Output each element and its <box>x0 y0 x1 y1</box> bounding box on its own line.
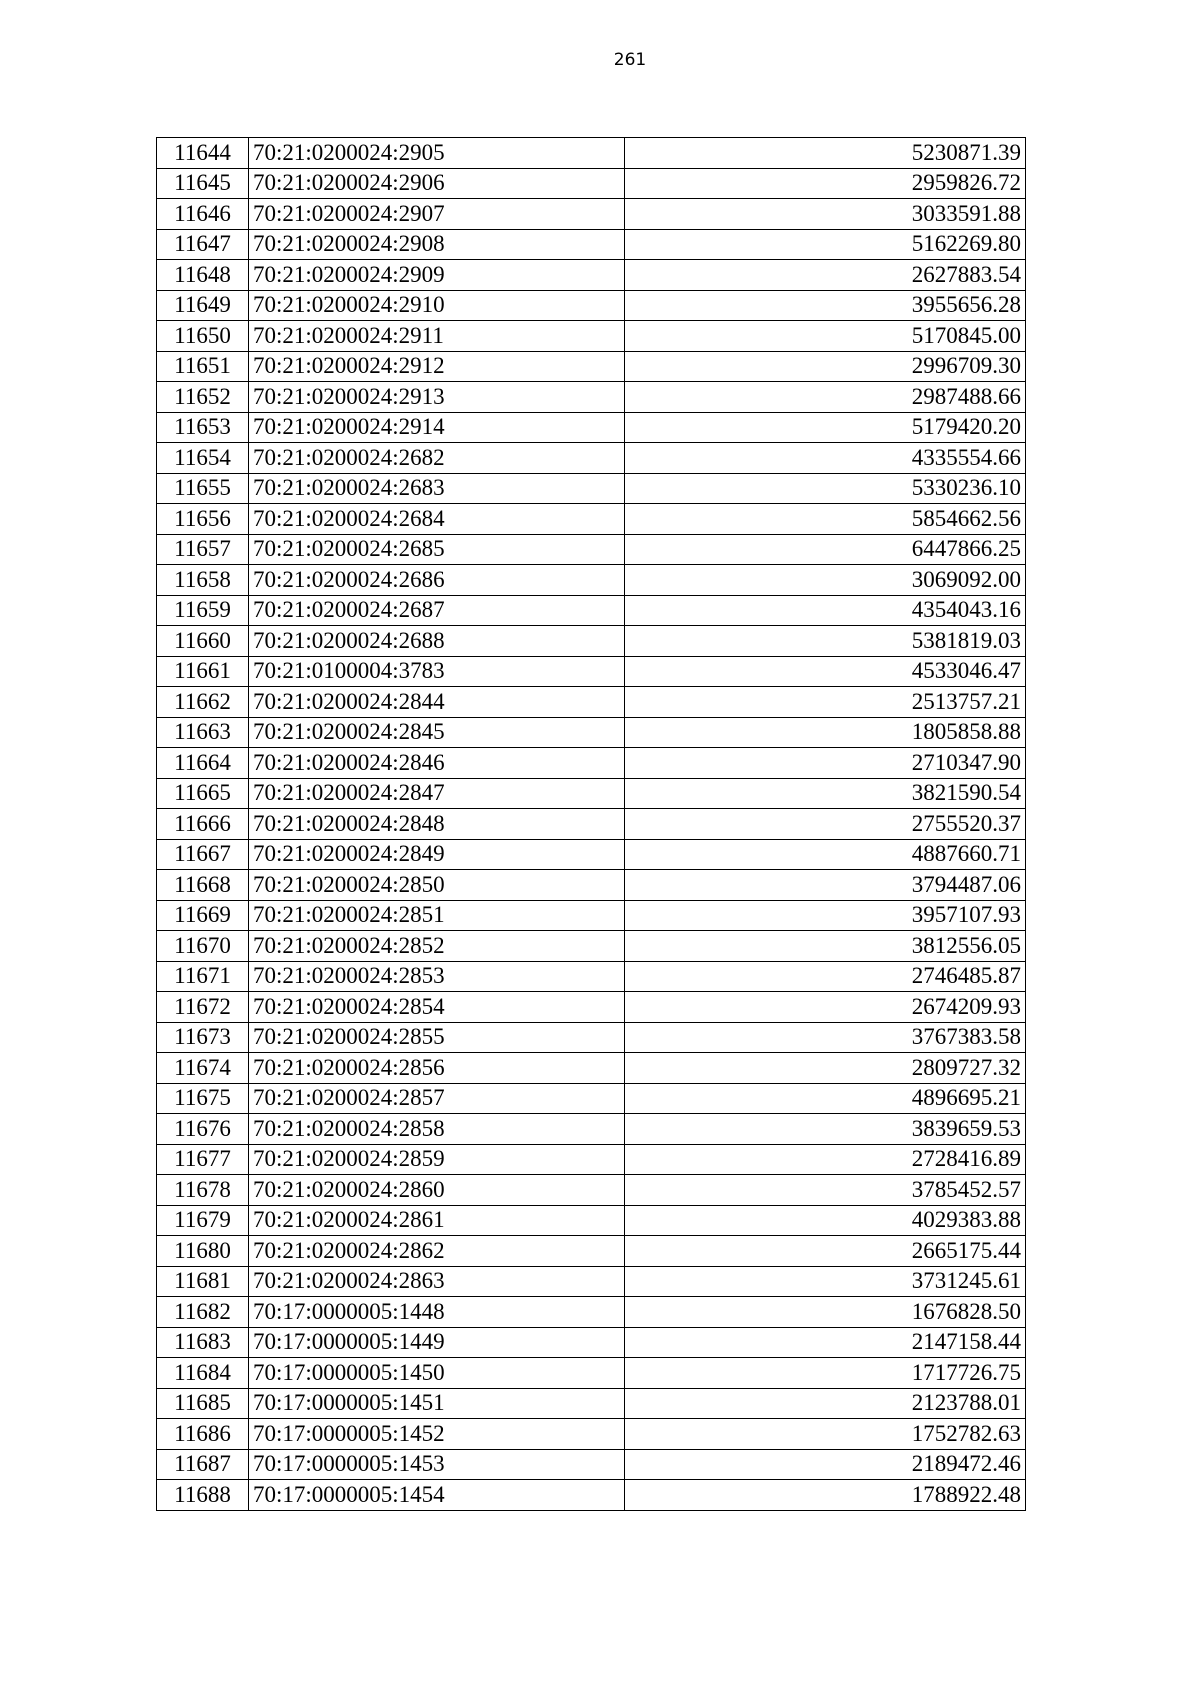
table-row <box>157 931 1026 962</box>
table-row <box>157 992 1026 1023</box>
table-row <box>157 260 1026 291</box>
table-row <box>157 534 1026 565</box>
cadastral-value-cell: 5170845.00 <box>625 321 1026 352</box>
cadastral-number-cell: 70:21:0200024:2685 <box>249 534 625 565</box>
cadastral-value-cell: 2513757.21 <box>625 687 1026 718</box>
table-row <box>157 1236 1026 1267</box>
cadastral-number-cell: 70:21:0200024:2683 <box>249 473 625 504</box>
row-number-cell: 11673 <box>157 1022 249 1053</box>
cadastral-number-cell: 70:21:0200024:2848 <box>249 809 625 840</box>
cadastral-number-cell: 70:21:0200024:2911 <box>249 321 625 352</box>
cadastral-value-cell: 6447866.25 <box>625 534 1026 565</box>
cadastral-number-cell: 70:21:0200024:2909 <box>249 260 625 291</box>
cadastral-number-cell: 70:17:0000005:1452 <box>249 1419 625 1450</box>
cadastral-value-cell: 2755520.37 <box>625 809 1026 840</box>
row-number-cell: 11684 <box>157 1358 249 1389</box>
row-number-cell: 11658 <box>157 565 249 596</box>
cadastral-number-cell: 70:21:0200024:2912 <box>249 351 625 382</box>
row-number-cell: 11646 <box>157 199 249 230</box>
cadastral-value-cell: 3957107.93 <box>625 900 1026 931</box>
row-number-cell: 11668 <box>157 870 249 901</box>
table-row <box>157 1327 1026 1358</box>
row-number-cell: 11654 <box>157 443 249 474</box>
table-row <box>157 1144 1026 1175</box>
row-number-cell: 11681 <box>157 1266 249 1297</box>
cadastral-value-cell: 2710347.90 <box>625 748 1026 779</box>
row-number-cell: 11683 <box>157 1327 249 1358</box>
row-number-cell: 11680 <box>157 1236 249 1267</box>
cadastral-number-cell: 70:21:0200024:2862 <box>249 1236 625 1267</box>
table-row <box>157 565 1026 596</box>
cadastral-value-cell: 3955656.28 <box>625 290 1026 321</box>
row-number-cell: 11665 <box>157 778 249 809</box>
cadastral-number-cell: 70:21:0200024:2913 <box>249 382 625 413</box>
cadastral-value-cell: 4335554.66 <box>625 443 1026 474</box>
cadastral-value-cell: 4533046.47 <box>625 656 1026 687</box>
row-number-cell: 11655 <box>157 473 249 504</box>
cadastral-value-cell: 3785452.57 <box>625 1175 1026 1206</box>
cadastral-number-cell: 70:21:0200024:2849 <box>249 839 625 870</box>
table-row <box>157 809 1026 840</box>
cadastral-number-cell: 70:21:0200024:2687 <box>249 595 625 626</box>
table-row <box>157 1205 1026 1236</box>
cadastral-number-cell: 70:21:0200024:2688 <box>249 626 625 657</box>
table-row <box>157 839 1026 870</box>
row-number-cell: 11652 <box>157 382 249 413</box>
cadastral-number-cell: 70:21:0200024:2908 <box>249 229 625 260</box>
row-number-cell: 11677 <box>157 1144 249 1175</box>
cadastral-number-cell: 70:21:0200024:2686 <box>249 565 625 596</box>
row-number-cell: 11650 <box>157 321 249 352</box>
table-row <box>157 900 1026 931</box>
cadastral-value-cell: 4354043.16 <box>625 595 1026 626</box>
cadastral-number-cell: 70:21:0200024:2907 <box>249 199 625 230</box>
table-row <box>157 351 1026 382</box>
cadastral-value-cell: 4896695.21 <box>625 1083 1026 1114</box>
cadastral-value-cell: 2728416.89 <box>625 1144 1026 1175</box>
row-number-cell: 11674 <box>157 1053 249 1084</box>
cadastral-value-cell: 3767383.58 <box>625 1022 1026 1053</box>
cadastral-number-cell: 70:21:0200024:2856 <box>249 1053 625 1084</box>
row-number-cell: 11675 <box>157 1083 249 1114</box>
table-row <box>157 748 1026 779</box>
row-number-cell: 11664 <box>157 748 249 779</box>
cadastral-value-cell: 3839659.53 <box>625 1114 1026 1145</box>
table-row <box>157 778 1026 809</box>
cadastral-value-cell: 1717726.75 <box>625 1358 1026 1389</box>
cadastral-number-cell: 70:21:0200024:2860 <box>249 1175 625 1206</box>
row-number-cell: 11669 <box>157 900 249 931</box>
cadastral-number-cell: 70:17:0000005:1450 <box>249 1358 625 1389</box>
table-row <box>157 1419 1026 1450</box>
table-row <box>157 1053 1026 1084</box>
table-row <box>157 473 1026 504</box>
cadastral-number-cell: 70:21:0200024:2847 <box>249 778 625 809</box>
table-row <box>157 412 1026 443</box>
cadastral-value-cell: 5381819.03 <box>625 626 1026 657</box>
cadastral-number-cell: 70:21:0200024:2845 <box>249 717 625 748</box>
table-row <box>157 1297 1026 1328</box>
cadastral-value-cell: 4887660.71 <box>625 839 1026 870</box>
page-number: 261 <box>613 50 647 70</box>
table-row <box>157 1114 1026 1145</box>
cadastral-number-cell: 70:21:0200024:2863 <box>249 1266 625 1297</box>
cadastral-value-cell: 5854662.56 <box>625 504 1026 535</box>
row-number-cell: 11686 <box>157 1419 249 1450</box>
row-number-cell: 11651 <box>157 351 249 382</box>
cadastral-value-cell: 1788922.48 <box>625 1480 1026 1511</box>
table-row <box>157 1449 1026 1480</box>
cadastral-number-cell: 70:17:0000005:1453 <box>249 1449 625 1480</box>
row-number-cell: 11660 <box>157 626 249 657</box>
row-number-cell: 11671 <box>157 961 249 992</box>
row-number-cell: 11656 <box>157 504 249 535</box>
cadastral-value-cell: 2123788.01 <box>625 1388 1026 1419</box>
cadastral-value-cell: 3794487.06 <box>625 870 1026 901</box>
row-number-cell: 11685 <box>157 1388 249 1419</box>
cadastral-value-cell: 1676828.50 <box>625 1297 1026 1328</box>
cadastral-value-cell: 1752782.63 <box>625 1419 1026 1450</box>
table-row <box>157 687 1026 718</box>
table-row <box>157 290 1026 321</box>
row-number-cell: 11676 <box>157 1114 249 1145</box>
cadastral-number-cell: 70:17:0000005:1451 <box>249 1388 625 1419</box>
table-row <box>157 1022 1026 1053</box>
table-row <box>157 1175 1026 1206</box>
table-row <box>157 717 1026 748</box>
cadastral-number-cell: 70:21:0200024:2846 <box>249 748 625 779</box>
cadastral-value-cell: 2959826.72 <box>625 168 1026 199</box>
table-row <box>157 443 1026 474</box>
cadastral-number-cell: 70:17:0000005:1454 <box>249 1480 625 1511</box>
row-number-cell: 11659 <box>157 595 249 626</box>
cadastral-value-cell: 4029383.88 <box>625 1205 1026 1236</box>
cadastral-number-cell: 70:21:0200024:2906 <box>249 168 625 199</box>
table-row <box>157 229 1026 260</box>
cadastral-value-table <box>156 137 1026 1511</box>
cadastral-value-cell: 3812556.05 <box>625 931 1026 962</box>
table-row <box>157 1358 1026 1389</box>
table-row <box>157 138 1026 169</box>
cadastral-value-cell: 2189472.46 <box>625 1449 1026 1480</box>
cadastral-number-cell: 70:21:0200024:2851 <box>249 900 625 931</box>
table-row <box>157 1266 1026 1297</box>
table-row <box>157 1480 1026 1511</box>
cadastral-number-cell: 70:21:0200024:2858 <box>249 1114 625 1145</box>
cadastral-number-cell: 70:17:0000005:1449 <box>249 1327 625 1358</box>
cadastral-number-cell: 70:21:0200024:2914 <box>249 412 625 443</box>
table-row <box>157 656 1026 687</box>
row-number-cell: 11661 <box>157 656 249 687</box>
table-body <box>157 138 1026 1511</box>
cadastral-number-cell: 70:21:0200024:2855 <box>249 1022 625 1053</box>
cadastral-number-cell: 70:21:0200024:2684 <box>249 504 625 535</box>
cadastral-value-cell: 1805858.88 <box>625 717 1026 748</box>
table-row <box>157 870 1026 901</box>
row-number-cell: 11679 <box>157 1205 249 1236</box>
cadastral-value-cell: 2147158.44 <box>625 1327 1026 1358</box>
cadastral-value-cell: 5330236.10 <box>625 473 1026 504</box>
row-number-cell: 11645 <box>157 168 249 199</box>
cadastral-number-cell: 70:21:0200024:2844 <box>249 687 625 718</box>
cadastral-value-cell: 2996709.30 <box>625 351 1026 382</box>
table-row <box>157 504 1026 535</box>
cadastral-number-cell: 70:17:0000005:1448 <box>249 1297 625 1328</box>
cadastral-value-cell: 2627883.54 <box>625 260 1026 291</box>
cadastral-value-cell: 2746485.87 <box>625 961 1026 992</box>
cadastral-number-cell: 70:21:0200024:2905 <box>249 138 625 169</box>
row-number-cell: 11666 <box>157 809 249 840</box>
cadastral-number-cell: 70:21:0200024:2859 <box>249 1144 625 1175</box>
row-number-cell: 11687 <box>157 1449 249 1480</box>
cadastral-number-cell: 70:21:0200024:2857 <box>249 1083 625 1114</box>
row-number-cell: 11647 <box>157 229 249 260</box>
cadastral-value-cell: 2809727.32 <box>625 1053 1026 1084</box>
table-row <box>157 168 1026 199</box>
table-row <box>157 961 1026 992</box>
table-row <box>157 595 1026 626</box>
row-number-cell: 11662 <box>157 687 249 718</box>
table-row <box>157 1083 1026 1114</box>
cadastral-value-cell: 5179420.20 <box>625 412 1026 443</box>
cadastral-value-cell: 3731245.61 <box>625 1266 1026 1297</box>
cadastral-value-cell: 2987488.66 <box>625 382 1026 413</box>
row-number-cell: 11648 <box>157 260 249 291</box>
cadastral-number-cell: 70:21:0200024:2682 <box>249 443 625 474</box>
row-number-cell: 11672 <box>157 992 249 1023</box>
cadastral-value-cell: 5230871.39 <box>625 138 1026 169</box>
cadastral-number-cell: 70:21:0200024:2854 <box>249 992 625 1023</box>
table-row <box>157 1388 1026 1419</box>
cadastral-value-cell: 2674209.93 <box>625 992 1026 1023</box>
row-number-cell: 11644 <box>157 138 249 169</box>
cadastral-number-cell: 70:21:0200024:2850 <box>249 870 625 901</box>
row-number-cell: 11678 <box>157 1175 249 1206</box>
table-row <box>157 199 1026 230</box>
cadastral-number-cell: 70:21:0200024:2861 <box>249 1205 625 1236</box>
cadastral-number-cell: 70:21:0200024:2853 <box>249 961 625 992</box>
cadastral-value-cell: 3069092.00 <box>625 565 1026 596</box>
row-number-cell: 11653 <box>157 412 249 443</box>
table-row <box>157 382 1026 413</box>
table-row <box>157 321 1026 352</box>
cadastral-number-cell: 70:21:0200024:2852 <box>249 931 625 962</box>
cadastral-value-cell: 5162269.80 <box>625 229 1026 260</box>
cadastral-value-cell: 2665175.44 <box>625 1236 1026 1267</box>
table-row <box>157 626 1026 657</box>
row-number-cell: 11670 <box>157 931 249 962</box>
row-number-cell: 11649 <box>157 290 249 321</box>
row-number-cell: 11667 <box>157 839 249 870</box>
cadastral-number-cell: 70:21:0200024:2910 <box>249 290 625 321</box>
cadastral-number-cell: 70:21:0100004:3783 <box>249 656 625 687</box>
row-number-cell: 11663 <box>157 717 249 748</box>
cadastral-value-cell: 3033591.88 <box>625 199 1026 230</box>
row-number-cell: 11682 <box>157 1297 249 1328</box>
row-number-cell: 11688 <box>157 1480 249 1511</box>
cadastral-value-cell: 3821590.54 <box>625 778 1026 809</box>
row-number-cell: 11657 <box>157 534 249 565</box>
